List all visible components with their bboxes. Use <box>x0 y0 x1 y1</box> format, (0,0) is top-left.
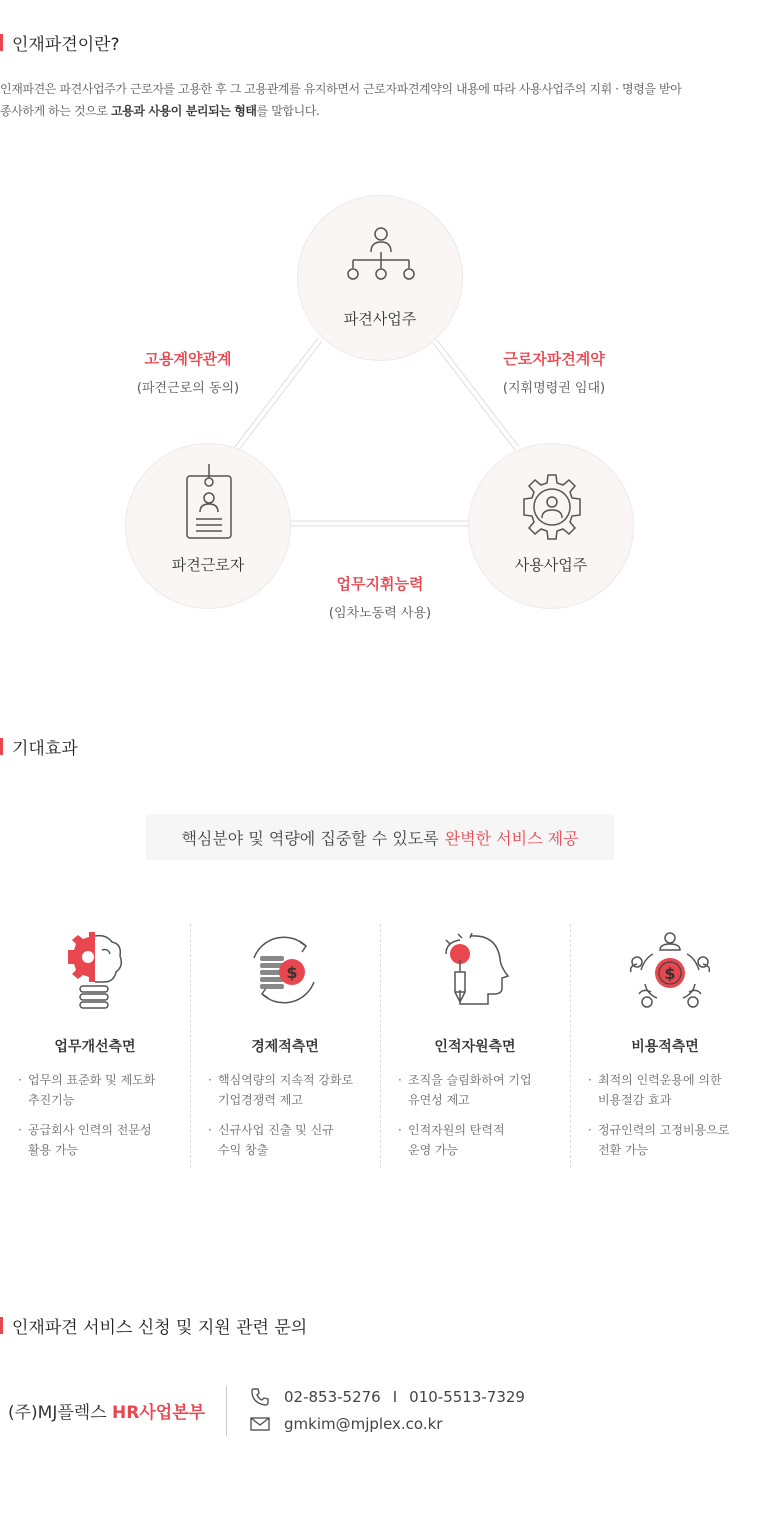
circle-label-left: 파견근로자 <box>171 556 245 574</box>
email-line <box>250 1415 442 1433</box>
people-money-icon <box>627 928 713 1014</box>
headline-text: 핵심분야 및 역량에 집중할 수 있도록 <box>181 828 439 848</box>
intro-highlight: 고용과 사용이 분리되는 형태 <box>110 104 257 118</box>
svg-text:$: $ <box>664 964 676 983</box>
gear-person-icon <box>517 472 587 542</box>
email-address[interactable]: gmkim@mjplex.co.kr <box>284 1415 443 1433</box>
section-title-text: 인재파견 서비스 신청 및 지원 관련 문의 <box>12 1317 308 1338</box>
effect-column-title: 인적자원측면 <box>434 1039 516 1055</box>
intro-text-c: 를 말합니다. <box>256 104 320 118</box>
effect-list-item: · 업무의 표준화 및 제도화 추진기능 <box>18 1070 155 1110</box>
phone-number-1[interactable]: 02-853-5276 <box>284 1388 381 1406</box>
effect-list <box>208 1070 353 1170</box>
relation-left-title: 고용계약관계 <box>144 350 232 368</box>
effect-list-item: · 신규사업 진출 및 신규 수익 창출 <box>208 1120 353 1160</box>
title-accent-bar <box>0 1317 3 1334</box>
effect-list-item: · 공급회사 인력의 전문성 활용 가능 <box>18 1120 155 1160</box>
effect-list-item: · 인적자원의 탄력적 운영 가능 <box>398 1120 532 1160</box>
relation-bottom-sub: (임차노동력 사용) <box>328 606 432 621</box>
phone-icon <box>250 1387 270 1407</box>
effect-list-item: · 정규인력의 고정비용으로 전환 가능 <box>588 1120 729 1160</box>
title-accent-bar <box>0 738 3 755</box>
effect-list <box>18 1070 155 1170</box>
relation-left-sub: (파견근로의 동의) <box>136 381 240 396</box>
effect-list <box>398 1070 532 1170</box>
circle-user-employer <box>468 443 634 609</box>
org-chart-icon <box>343 224 419 288</box>
relation-work-direction <box>305 573 455 621</box>
id-badge-icon <box>184 464 234 542</box>
department-name: HR사업본부 <box>112 1403 206 1423</box>
circle-label-top: 파견사업주 <box>343 310 417 328</box>
svg-text:$: $ <box>286 963 298 982</box>
intro-line-1: 인재파견은 파견사업주가 근로자를 고용한 후 그 고용관계를 유지하면서 근로자파견계약의 내용에 따라 사용사업주의 지휘 · 명령을 받아 <box>0 82 682 96</box>
effect-list-item: · 최적의 인력운용에 의한 비용절감 효과 <box>588 1070 729 1110</box>
headline-highlight: 완벽한 서비스 제공 <box>444 828 579 848</box>
phone-number-2[interactable]: 010-5513-7329 <box>409 1388 525 1406</box>
effect-column-title: 비용적측면 <box>631 1039 699 1055</box>
relation-employment-contract <box>118 348 258 396</box>
effect-column-title: 업무개선측면 <box>54 1039 136 1055</box>
head-idea-icon <box>438 932 514 1008</box>
circle-dispatch-employer <box>297 195 463 361</box>
circle-label-right: 사용사업주 <box>514 556 588 574</box>
section-title-inquiry <box>0 1314 307 1336</box>
effect-list <box>588 1070 729 1170</box>
relation-right-title: 근로자파견계약 <box>503 350 605 368</box>
relation-dispatch-contract <box>484 348 624 396</box>
phone-line <box>250 1387 525 1407</box>
intro-text-a: 종사하게 하는 것으로 <box>0 104 111 118</box>
effect-list-item: · 조직을 슬림화하여 기업 유연성 제고 <box>398 1070 532 1110</box>
section-title-text: 기대효과 <box>12 738 78 759</box>
mail-icon <box>250 1416 270 1432</box>
section-title-text: 인재파견이란? <box>12 34 120 55</box>
effect-list-item: · 핵심역량의 지속적 강화로 기업경쟁력 제고 <box>208 1070 353 1110</box>
relation-bottom-title: 업무지휘능력 <box>336 575 424 593</box>
coins-cycle-icon <box>246 932 322 1008</box>
contact-divider <box>226 1386 227 1436</box>
effect-column-title: 경제적측면 <box>251 1039 319 1055</box>
gear-bulb-icon <box>64 932 126 1016</box>
circle-dispatch-worker <box>125 443 291 609</box>
company-name <box>8 1398 205 1423</box>
effect-headline-box <box>146 814 614 860</box>
relation-right-sub: (지휘명령권 임대) <box>502 381 606 396</box>
section-title-effects <box>0 735 78 757</box>
phone-separator: I <box>392 1388 398 1406</box>
company-name-text: (주)MJ플렉스 <box>8 1403 107 1423</box>
